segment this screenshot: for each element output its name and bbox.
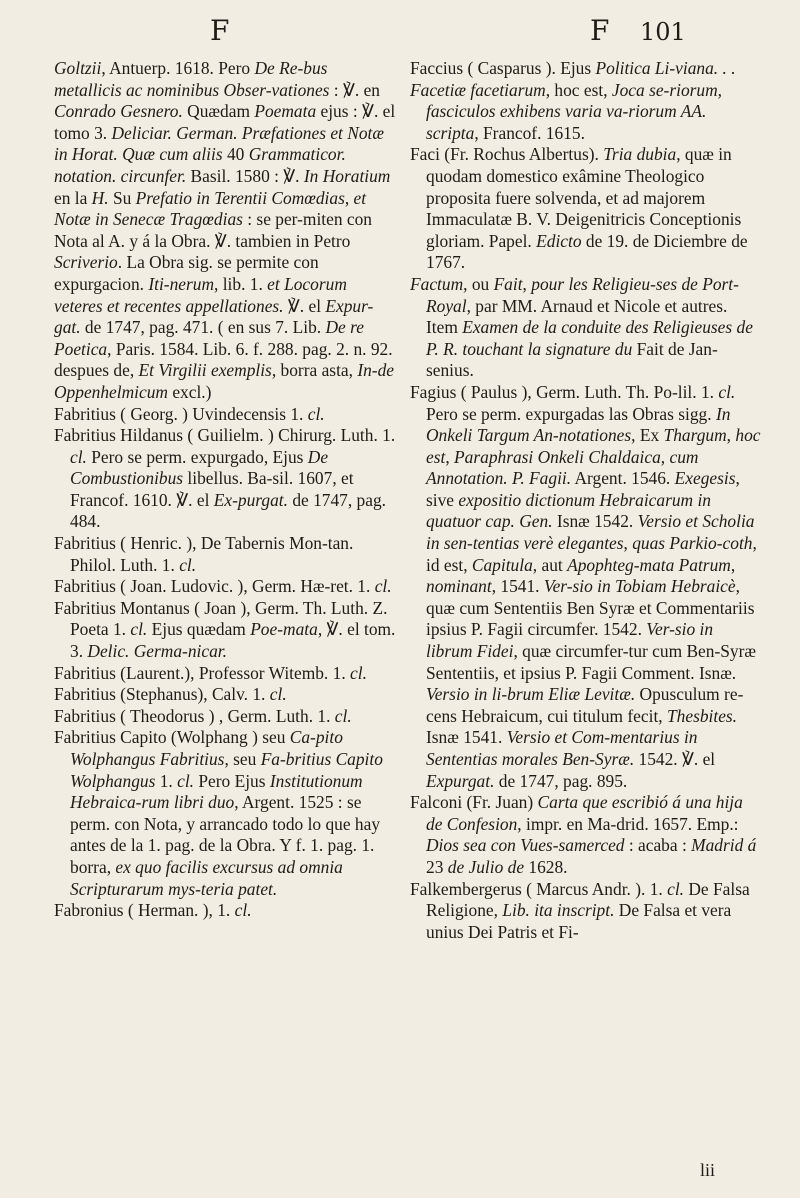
left_column-entry: Fabritius Capito (Wolphang ) seu Ca-pito Wolphangus Fabritius, seu Fa-britius Capito Wolphangus 1. cl. Pero Ejus Institutionum Hebraica-rum libri duo, Argent. 1525 : se perm. con Nota, y arrancado todo lo que hay antes de la 1. pag. de la Obra. Y f. 1. pag. 1. borra, ex quo facilis excursus ad omnia Scripturarum mys-teria patet. [54, 727, 383, 899]
right_column-entry: Faci (Fr. Rochus Albertus). Tria dubia, quæ in quodam domestico exâmine Theologico proposita fuere solvenda, et ad majorem Immaculatæ B. V. Deigenitricis Conceptionis gloriam. Papel. Edicto de 19. de Diciembre de 1767. [410, 144, 748, 273]
running-head [0, 14, 800, 54]
right_column-entry: Facetiæ facetiarum, hoc est, Joca se-riorum, fasciculos exhibens varia va-riorum AA. scripta, Francof. 1615. [410, 79, 723, 143]
page-number: 101 [640, 18, 686, 46]
left_column-entry: Fabritius (Laurent.), Professor Witemb. 1. cl. [54, 662, 367, 683]
right_column-entry: Factum, ou Fait, pour les Religieu-ses de Port-Royal, par MM. Arnaud et Nicole et autres. Item Examen de la conduite des Religieuses de P. R. touchant la signature du Fait de Jan-senius. [410, 273, 753, 381]
left_column-entry: Fabritius ( Henric. ), De Tabernis Mon-tan. Philol. Luth. 1. cl. [54, 533, 354, 575]
right_column-entry: Fagius ( Paulus ), Germ. Luth. Th. Po-lil. 1. cl. Pero se perm. expurgadas las Obras sigg. In Onkeli Targum An-notationes, Ex Thargum, hoc est, Paraphrasi Onkeli Chaldaica, cum Annotation. P. Fagii. Argent. 1546. Exegesis, sive expositio dictionum Hebraicarum in quatuor cap. Gen. Isnæ 1542. Versio et Scholia in sen-tentias verè elegantes, quas Parkio-coth, id est, Capitula, aut Apophteg-mata Patrum, nominant, 1541. Ver-sio in Tobiam Hebraicè, quæ cum Sententiis Ben Syræ et Commentariis ipsius P. Fagii circumfer. 1542. Ver-sio in librum Fidei, quæ circumfer-tur cum Ben-Syræ Sententiis, et ipsius P. Fagii Comment. Isnæ. Versio in li-brum Eliæ Levitæ. Opusculum re-cens Hebraicum, cui titulum fecit, Thesbites. Isnæ 1541. Versio et Com-mentarius in Sententias morales Ben-Syræ. 1542. ℣. el Expurgat. de 1747, pag. 895. [410, 381, 761, 791]
right_column-entry: Falkembergerus ( Marcus Andr. ). 1. cl. De Falsa Religione, Lib. ita inscript. De Falsa et vera unius Dei Patris et Fi- [410, 878, 750, 942]
left_column-entry: Fabritius (Stephanus), Calv. 1. cl. [54, 684, 287, 705]
right_column-entry: Faccius ( Casparus ). Ejus Politica Li-viana. . . [410, 58, 736, 78]
right-column [410, 58, 762, 943]
left_column-entry: Fabritius ( Theodorus ) , Germ. Luth. 1. cl. [54, 705, 352, 726]
right_column-entry: Falconi (Fr. Juan) Carta que escribió á una hija de Confesion, impr. en Ma-drid. 1657. Emp.: Dios sea con Vues-samerced : acaba : Madrid á 23 de Julio de 1628. [410, 792, 757, 877]
left_column-entry: Fabritius Hildanus ( Guilielm. ) Chirurg. Luth. 1. cl. Pero se perm. expurgado, Ejus De Combustionibus libellus. Ba-sil. 1607, et Francof. 1610. ℣. el Ex-purgat. de 1747, pag. 484. [54, 425, 396, 532]
running-head-right-letter: F [590, 14, 610, 47]
left_column-entry: Fabronius ( Herman. ), 1. cl. [54, 900, 252, 921]
left_column-entry: Fabritius Montanus ( Joan ), Germ. Th. Luth. Z. Poeta 1. cl. Ejus quædam Poe-mata, ℣. el tom. 3. Delic. Germa-nicar. [54, 597, 396, 662]
left_column-entry: Fabritius ( Joan. Ludovic. ), Germ. Hæ-ret. 1. cl. [54, 576, 392, 597]
left_column-entry: Goltzii, Antuerp. 1618. Pero De Re-bus metallicis ac nominibus Obser-vationes : ℣. en Conrado Gesnero. Quædam Poemata ejus : ℣. el tomo 3. Deliciar. German. Præfationes et Notæ in Horat. Quæ cum aliis 40 Grammaticor. notation. circunfer. Basil. 1580 : ℣. In Horatium en la H. Su Prefatio in Terentii Comœdias, et Notæ in Senecæ Tragœdias : se per-miten con Nota al A. y á la Obra. ℣. tambien in Petro Scriverio. La Obra sig. se permite con expurgacion. Iti-nerum, lib. 1. et Locorum veteres et recentes appellationes. ℣. el Expur-gat. de 1747, pag. 471. ( en sus 7. Lib. De re Poetica, Paris. 1584. Lib. 6. f. 288. pag. 2. n. 92. despues de, Et Virgilii exemplis, borra asta, In-de Oppenhelmicum excl.) [54, 58, 396, 402]
running-head-left-letter: F [210, 14, 230, 47]
left-column [54, 58, 399, 922]
catchword: lii [700, 1160, 716, 1180]
left_column-entry: Fabritius ( Georg. ) Uvindecensis 1. cl. [54, 403, 325, 424]
